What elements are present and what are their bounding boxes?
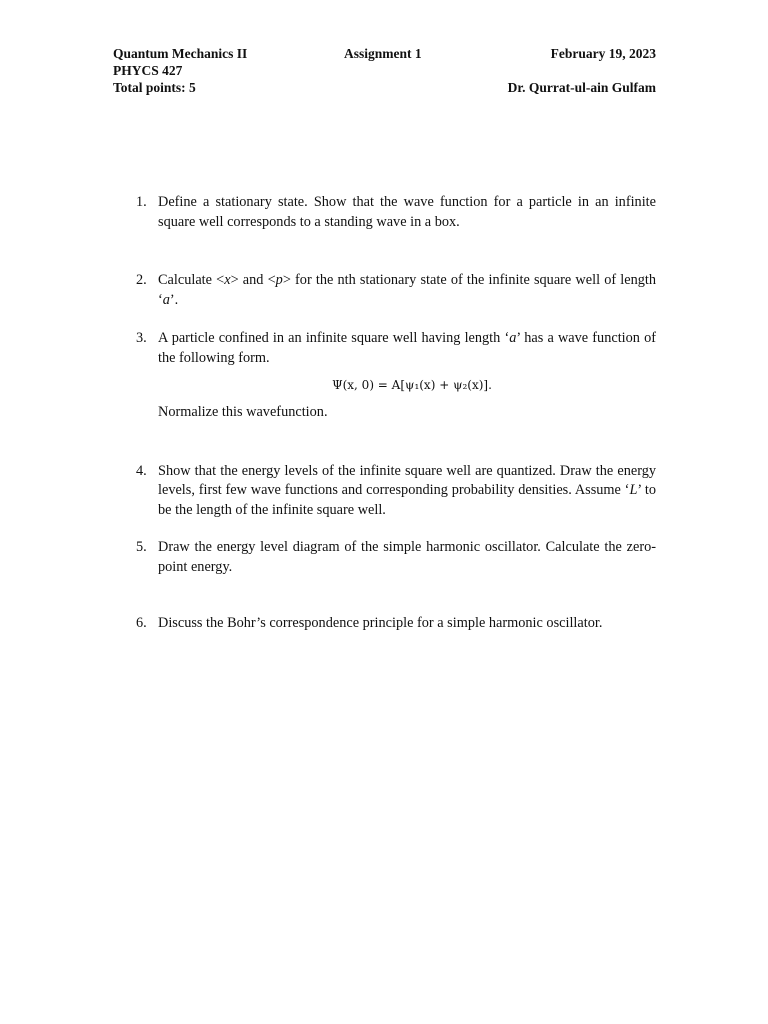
text-segment: > for the nth stationary state of the infinite square well of length ‘ [158, 272, 657, 308]
question-1 [136, 193, 656, 232]
question-number: 4. [136, 462, 147, 479]
question-text [158, 463, 656, 518]
question-5 [136, 538, 656, 577]
question-number: 6. [136, 615, 147, 631]
text-segment: Show that the energy levels of the infinite square well are quantized. Draw the energy levels, first few wave functions and corresponding probability densities. Assume ‘ [158, 462, 656, 498]
instructor-name: Dr. Qurrat-ul-ain Gulfam [507, 80, 656, 95]
question-number: 1. [136, 194, 147, 210]
text-segment: A particle confined in an infinite square well having length ‘ [158, 330, 510, 346]
question-2 [136, 271, 656, 310]
question-number: 3. [136, 330, 147, 346]
normalize-instruction: Normalize this wavefunction. [158, 404, 328, 420]
text-segment: ’ to be the length of the infinite square well. [158, 482, 656, 518]
question-text [158, 329, 656, 368]
equation-text: Ψ(x, 0) = A[ψ₁(x) + ψ₂(x)]. [332, 378, 492, 392]
question-text: Draw the energy level diagram of the simple harmonic oscillator. Calculate the zero-point energy. [158, 539, 656, 575]
header-row-1 [113, 45, 656, 62]
variable-a: a [162, 291, 170, 308]
course-code: PHYCS 427 [113, 63, 183, 78]
assignment-title: Assignment 1 [344, 46, 422, 61]
variable-a: a [509, 330, 517, 346]
question-text: Discuss the Bohr’s correspondence principle for a simple harmonic oscillator. [158, 615, 603, 631]
question-6 [136, 614, 656, 634]
header-row-3 [113, 79, 656, 96]
header-row-2 [113, 62, 656, 79]
question-list [136, 193, 656, 634]
question-number: 5. [136, 539, 147, 555]
course-title: Quantum Mechanics II [113, 46, 248, 61]
variable-x: x [224, 272, 231, 288]
document-header [113, 45, 656, 96]
question-number: 2. [136, 272, 147, 288]
text-segment: ’ has a wave function of the following form. [158, 330, 656, 366]
question-text: Define a stationary state. Show that the wave function for a particle in an infinite square well corresponds to a standing wave in a box. [158, 194, 656, 230]
variable-p: p [275, 272, 283, 288]
variable-l: L [629, 482, 638, 498]
question-3 [136, 329, 656, 423]
text-segment: Calculate < [158, 272, 225, 288]
text-segment: > and < [230, 272, 276, 288]
wavefunction-equation [158, 376, 656, 395]
text-segment: ’. [169, 291, 179, 308]
question-text [158, 272, 656, 308]
assignment-date: February 19, 2023 [550, 46, 656, 61]
total-points: Total points: 5 [113, 80, 196, 95]
question-4 [136, 462, 656, 521]
